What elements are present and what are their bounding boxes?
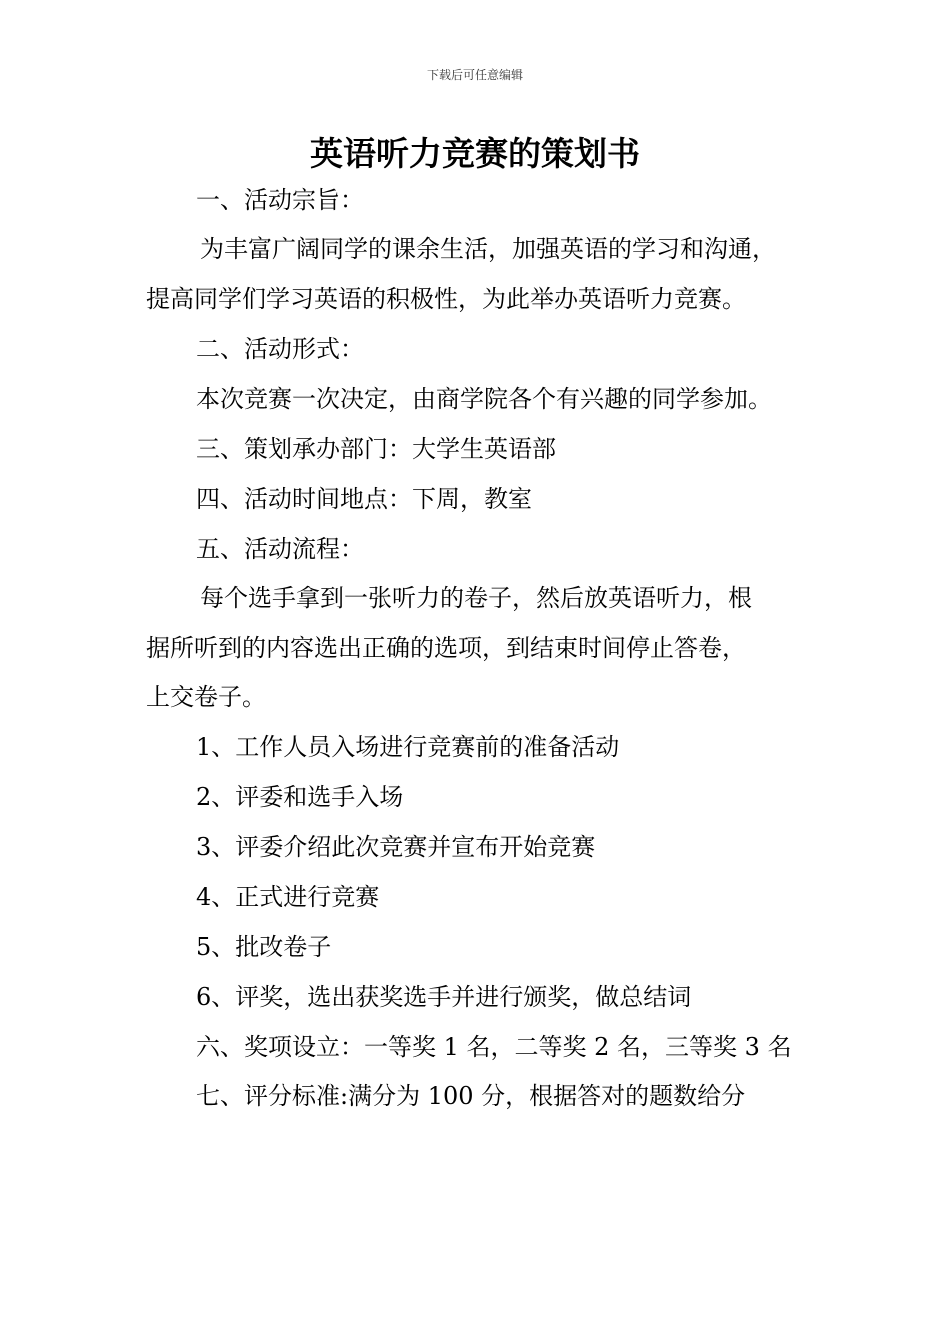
section-heading-awards: 六、奖项设立：一等奖 1 名，二等奖 2 名，三等奖 3 名 bbox=[196, 1033, 792, 1061]
section-heading-organizer: 三、策划承办部门：大学生英语部 bbox=[196, 435, 556, 463]
section-heading-time-place: 四、活动时间地点：下周，教室 bbox=[196, 485, 532, 513]
paragraph-line: 提高同学们学习英语的积极性，为此举办英语听力竞赛。 bbox=[146, 285, 746, 313]
page-header: 下载后可任意编辑 bbox=[426, 68, 523, 82]
list-item: 5、批改卷子 bbox=[196, 933, 332, 961]
paragraph-line: 上交卷子。 bbox=[146, 683, 266, 711]
paragraph-line: 为丰富广阔同学的课余生活，加强英语的学习和沟通， bbox=[200, 235, 776, 263]
section-heading-scoring: 七、评分标准:满分为 100 分，根据答对的题数给分 bbox=[196, 1082, 746, 1110]
document-title: 英语听力竞赛的策划书 bbox=[310, 134, 640, 173]
list-item: 3、评委介绍此次竞赛并宣布开始竞赛 bbox=[196, 833, 596, 861]
list-item: 6、评奖，选出获奖选手并进行颁奖，做总结词 bbox=[196, 983, 692, 1011]
paragraph-line: 据所听到的内容选出正确的选项，到结束时间停止答卷， bbox=[146, 634, 746, 662]
list-item: 1、工作人员入场进行竞赛前的准备活动 bbox=[196, 733, 620, 761]
list-item: 2、评委和选手入场 bbox=[196, 783, 404, 811]
paragraph-line: 本次竞赛一次决定，由商学院各个有兴趣的同学参加。 bbox=[196, 385, 772, 413]
list-item: 4、正式进行竞赛 bbox=[196, 883, 380, 911]
section-heading-purpose: 一、活动宗旨： bbox=[196, 186, 364, 214]
section-heading-procedure: 五、活动流程： bbox=[196, 535, 364, 563]
section-heading-format: 二、活动形式： bbox=[196, 335, 364, 363]
paragraph-line: 每个选手拿到一张听力的卷子，然后放英语听力，根 bbox=[200, 584, 752, 612]
